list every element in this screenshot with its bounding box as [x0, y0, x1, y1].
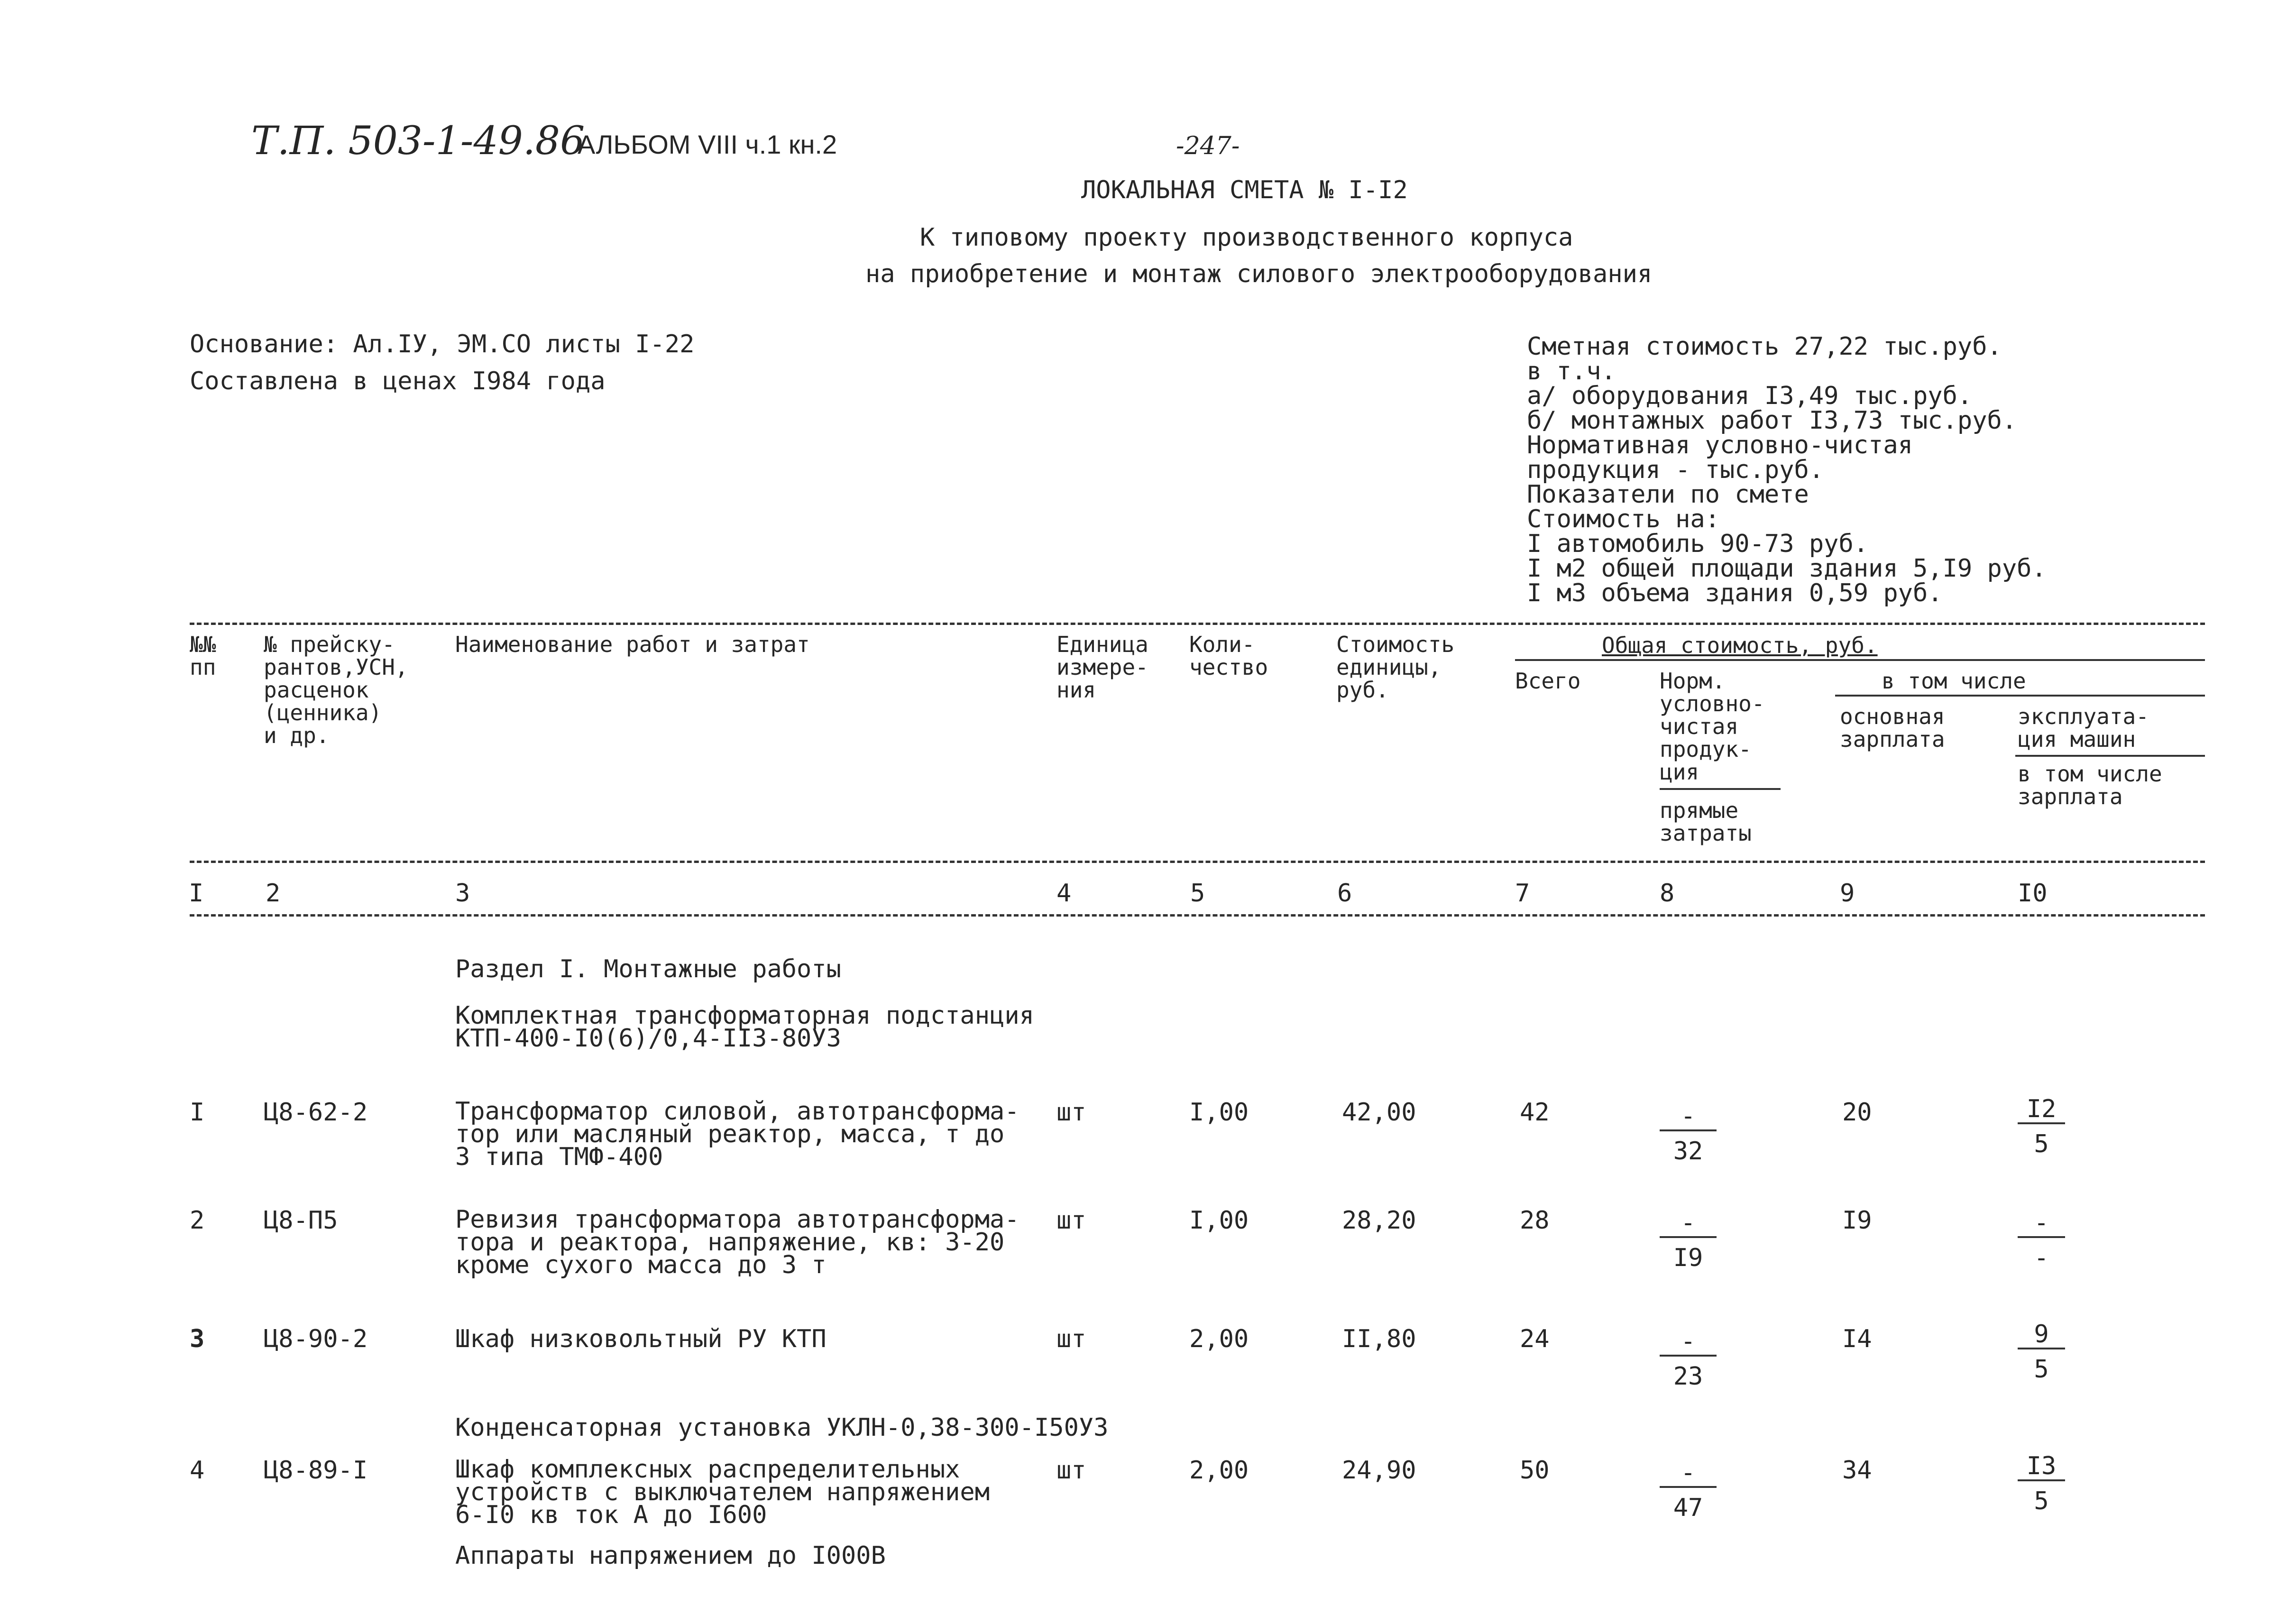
row-direct-costs: 32	[1673, 1137, 1703, 1165]
summary-line: продукция - тыс.руб.	[1527, 456, 1824, 484]
row-name: Шкаф комплексных распределительных устройств с выключателем напряжением 6-I0 кв ток А до I600	[455, 1455, 990, 1529]
row-code: Ц8-89-I	[264, 1456, 368, 1485]
row-nup: -	[1660, 1105, 1717, 1131]
row-qty: I,00	[1189, 1206, 1249, 1235]
prices-year-line: Составлена в ценах I984 года	[190, 367, 606, 395]
row-price: 28,20	[1342, 1206, 1416, 1235]
group-rule	[1515, 659, 2205, 661]
col-header-nup: Норм. условно- чистая продук- ция	[1660, 668, 1765, 785]
row-machine-salary: 5	[2034, 1130, 2049, 1158]
col-header-price: Стоимость единицы, руб.	[1336, 632, 1455, 703]
col-header-machine-salary: в том числе зарплата	[2018, 761, 2162, 809]
header-bottom-rule	[190, 861, 2205, 863]
row-machines-fraction	[2018, 1320, 2065, 1384]
summary-block	[1527, 334, 2047, 606]
row-name: Шкаф низковольтный РУ КТП	[455, 1325, 827, 1353]
row-qty: 2,00	[1189, 1456, 1249, 1485]
summary-line: а/ оборудования I3,49 тыс.руб.	[1527, 382, 1973, 410]
project-code: Т.П. 503-1-49.86	[251, 119, 585, 164]
col-number: I	[189, 879, 204, 908]
col-header-group: Общая стоимость, руб.	[1602, 633, 1878, 658]
col-number: 8	[1660, 879, 1675, 908]
col-number: 9	[1840, 879, 1855, 908]
row-machine-salary: 5	[2034, 1355, 2049, 1384]
row-number: I	[190, 1098, 205, 1127]
col-number: 4	[1056, 879, 1072, 908]
row-salary: I4	[1842, 1325, 1872, 1353]
group-heading: Аппараты напряжением до I000В	[455, 1541, 886, 1570]
row-nup-fraction	[1660, 1327, 1717, 1391]
row-code: Ц8-П5	[264, 1206, 338, 1235]
row-name: Трансформатор силовой, автотрансформа- тор или масляный реактор, масса, т до 3 типа ТМФ-400	[455, 1097, 1019, 1171]
summary-line: в т.ч.	[1527, 357, 1616, 385]
row-unit: шт	[1056, 1098, 1086, 1127]
summary-line: Стоимость на:	[1527, 505, 1720, 533]
row-machines-fraction	[2018, 1209, 2065, 1272]
row-direct-costs: 23	[1673, 1362, 1703, 1391]
row-direct-costs: I9	[1673, 1244, 1703, 1272]
estimate-title: ЛОКАЛЬНАЯ СМЕТА № I-I2	[1081, 176, 1408, 204]
col-number: I0	[2018, 879, 2048, 908]
row-machine-salary: -	[2034, 1244, 2049, 1272]
col-header-salary: основная зарплата	[1840, 704, 1945, 752]
row-nup-fraction	[1660, 1459, 1717, 1522]
col-number: 2	[266, 879, 281, 908]
row-name: Ревизия трансформатора автотрансформа- тора и реактора, напряжение, кв: 3-20 кроме сухого масса до 3 т	[455, 1205, 1019, 1279]
row-nup-fraction	[1660, 1102, 1717, 1165]
row-machines: 9	[2018, 1323, 2065, 1349]
row-machines-fraction	[2018, 1095, 2065, 1158]
col-number: 7	[1515, 879, 1530, 908]
row-code: Ц8-62-2	[264, 1098, 368, 1127]
row-nup-fraction	[1660, 1209, 1717, 1272]
col-header-subgroup: в том числе	[1882, 668, 2026, 694]
row-salary: 34	[1842, 1456, 1872, 1485]
row-direct-costs: 47	[1673, 1494, 1703, 1522]
row-price: II,80	[1342, 1325, 1416, 1353]
subgroup-rule	[1835, 695, 2205, 697]
row-number: 2	[190, 1206, 205, 1235]
col-header-direct: прямые затраты	[1660, 798, 1752, 846]
row-salary: 20	[1842, 1098, 1872, 1127]
row-unit: шт	[1056, 1456, 1086, 1485]
row-salary: I9	[1842, 1206, 1872, 1235]
row-price: 42,00	[1342, 1098, 1416, 1127]
row-machines: I2	[2018, 1098, 2065, 1124]
row-number: 4	[190, 1456, 205, 1485]
group-heading: Комплектная трансформаторная подстанция КТП-400-I0(6)/0,4-II3-80УЗ	[455, 1001, 1034, 1053]
col-header-unit: Единица измере- ния	[1056, 632, 1148, 703]
row-nup: -	[1660, 1461, 1717, 1488]
row-machine-salary: 5	[2034, 1487, 2049, 1515]
estimate-subtitle-1: К типовому проекту производственного корпуса	[920, 223, 1573, 252]
album-label: АЛЬБОМ VIII ч.1 кн.2	[578, 129, 837, 159]
col-header-machines: эксплуата- ция машин	[2018, 704, 2149, 752]
summary-line: Сметная стоимость 27,22 тыс.руб.	[1527, 332, 2002, 361]
row-unit: шт	[1056, 1325, 1086, 1353]
row-machines: I3	[2018, 1455, 2065, 1481]
row-total: 28	[1520, 1206, 1550, 1235]
section-title: Раздел I. Монтажные работы	[455, 955, 841, 983]
table-top-rule	[190, 623, 2205, 625]
estimate-subtitle-2: на приобретение и монтаж силового электрооборудования	[865, 260, 1653, 288]
row-machines: -	[2018, 1211, 2065, 1238]
column-number-rule	[190, 914, 2205, 917]
col-number: 5	[1190, 879, 1205, 908]
summary-line: I м3 объема здания 0,59 руб.	[1527, 579, 1943, 607]
col-number: 6	[1337, 879, 1352, 908]
summary-line: Нормативная условно-чистая	[1527, 431, 1913, 459]
page-number: -247-	[1176, 132, 1240, 160]
row-unit: шт	[1056, 1206, 1086, 1235]
row-total: 42	[1520, 1098, 1550, 1127]
c8-split-rule	[1660, 788, 1781, 790]
col-header-name: Наименование работ и затрат	[455, 632, 810, 657]
col-header-qty: Коли- чество	[1189, 632, 1268, 680]
row-qty: I,00	[1189, 1098, 1249, 1127]
basis-line: Основание: Ал.IУ, ЭМ.СО листы I-22	[190, 330, 695, 358]
row-number: 3	[190, 1325, 205, 1353]
row-qty: 2,00	[1189, 1325, 1249, 1353]
row-code: Ц8-90-2	[264, 1325, 368, 1353]
group-heading: Конденсаторная установка УКЛН-0,38-300-I50УЗ	[455, 1413, 1109, 1442]
col-header-num: №№ пп	[190, 632, 216, 680]
row-machines-fraction	[2018, 1452, 2065, 1515]
row-total: 50	[1520, 1456, 1550, 1485]
summary-line: I м2 общей площади здания 5,I9 руб.	[1527, 554, 2047, 583]
summary-line: Показатели по смете	[1527, 480, 1809, 509]
col-header-code: № прейску- рантов,УСН, расценок (ценника) и др.	[264, 632, 408, 748]
c10-split-rule	[2015, 755, 2205, 757]
summary-line: б/ монтажных работ I3,73 тыс.руб.	[1527, 406, 2017, 435]
row-price: 24,90	[1342, 1456, 1416, 1485]
summary-line: I автомобиль 90-73 руб.	[1527, 530, 1869, 558]
row-nup: -	[1660, 1330, 1717, 1357]
row-total: 24	[1520, 1325, 1550, 1353]
col-number: 3	[455, 879, 470, 908]
row-nup: -	[1660, 1211, 1717, 1238]
col-header-total: Всего	[1515, 668, 1581, 694]
